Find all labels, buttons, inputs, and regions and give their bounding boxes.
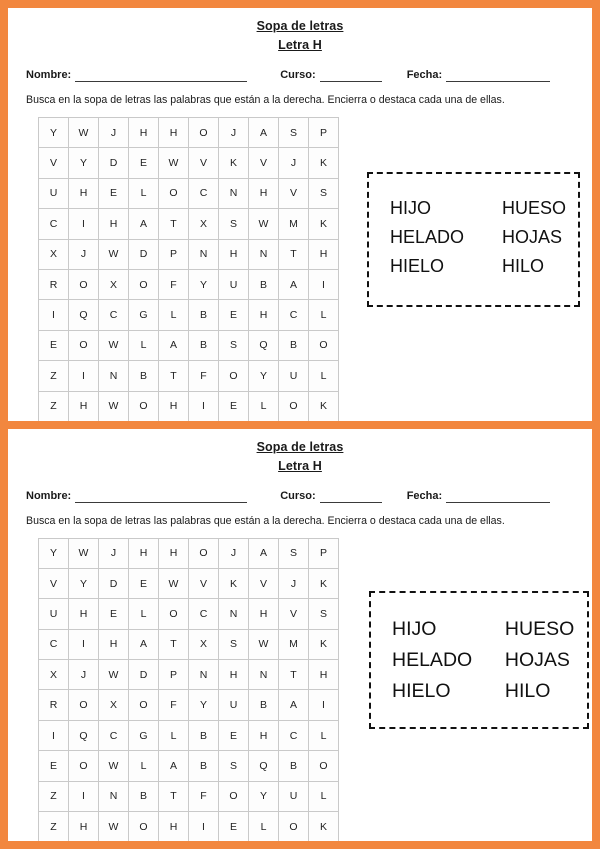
letter-cell[interactable]: O bbox=[69, 330, 99, 360]
letter-cell[interactable]: Q bbox=[249, 330, 279, 360]
letter-cell[interactable]: E bbox=[99, 178, 129, 208]
letter-cell[interactable]: B bbox=[189, 751, 219, 781]
letter-cell[interactable]: L bbox=[159, 300, 189, 330]
letter-cell[interactable]: B bbox=[129, 781, 159, 811]
letter-grid-row bbox=[39, 599, 339, 629]
letter-cell[interactable]: B bbox=[279, 751, 309, 781]
letter-cell[interactable]: S bbox=[219, 629, 249, 659]
letter-cell[interactable]: N bbox=[99, 781, 129, 811]
letter-cell[interactable]: L bbox=[309, 720, 339, 750]
letter-cell[interactable]: T bbox=[159, 209, 189, 239]
letter-cell[interactable]: B bbox=[249, 690, 279, 720]
letter-cell[interactable]: I bbox=[189, 391, 219, 420]
letter-cell[interactable]: G bbox=[129, 720, 159, 750]
letter-cell[interactable]: K bbox=[309, 812, 339, 841]
letter-cell[interactable]: H bbox=[159, 812, 189, 841]
nombre-field[interactable] bbox=[26, 489, 247, 503]
letter-cell[interactable]: J bbox=[279, 568, 309, 598]
letter-cell[interactable]: X bbox=[99, 690, 129, 720]
nombre-label: Nombre: bbox=[26, 489, 72, 502]
student-fields-row-1 bbox=[8, 55, 592, 82]
curso-input-line[interactable] bbox=[320, 490, 382, 503]
letter-cell[interactable]: E bbox=[129, 148, 159, 178]
letter-cell[interactable]: E bbox=[219, 812, 249, 841]
letter-cell[interactable]: B bbox=[279, 330, 309, 360]
letter-cell[interactable]: H bbox=[159, 538, 189, 568]
letter-cell[interactable]: W bbox=[249, 629, 279, 659]
wordlist-word: HIELO bbox=[392, 679, 451, 702]
letter-cell[interactable]: H bbox=[249, 599, 279, 629]
fecha-field[interactable] bbox=[407, 68, 550, 82]
letter-cell[interactable]: S bbox=[279, 538, 309, 568]
nombre-label: Nombre: bbox=[26, 69, 72, 81]
letter-cell[interactable]: Y bbox=[189, 269, 219, 299]
wordlist-word: HIJO bbox=[390, 198, 432, 218]
letter-cell[interactable]: Y bbox=[39, 118, 69, 148]
letter-cell[interactable]: K bbox=[309, 209, 339, 239]
wordlist-word: HILO bbox=[502, 256, 545, 276]
letter-cell[interactable]: V bbox=[39, 568, 69, 598]
letter-cell[interactable]: T bbox=[159, 781, 189, 811]
letter-cell[interactable]: P bbox=[159, 660, 189, 690]
letter-cell[interactable]: E bbox=[39, 330, 69, 360]
letter-cell[interactable]: W bbox=[99, 391, 129, 420]
letter-cell[interactable]: H bbox=[99, 629, 129, 659]
letter-cell[interactable]: B bbox=[189, 720, 219, 750]
letter-cell[interactable]: C bbox=[39, 629, 69, 659]
fecha-input-line[interactable] bbox=[446, 490, 550, 503]
letter-grid-row bbox=[39, 239, 339, 269]
letter-cell[interactable]: V bbox=[279, 599, 309, 629]
letter-cell[interactable]: U bbox=[279, 361, 309, 391]
letter-cell[interactable]: L bbox=[129, 751, 159, 781]
letter-cell[interactable]: N bbox=[249, 239, 279, 269]
letter-cell[interactable]: N bbox=[189, 239, 219, 269]
letter-cell[interactable]: M bbox=[279, 629, 309, 659]
letter-cell[interactable]: J bbox=[99, 538, 129, 568]
letter-cell[interactable]: A bbox=[279, 269, 309, 299]
letter-cell[interactable]: K bbox=[309, 148, 339, 178]
worksheet-body-2 bbox=[8, 528, 592, 842]
letter-cell[interactable]: N bbox=[249, 660, 279, 690]
letter-cell[interactable]: U bbox=[39, 599, 69, 629]
student-fields-row-2 bbox=[8, 476, 592, 503]
letter-cell[interactable]: J bbox=[279, 148, 309, 178]
letter-cell[interactable]: T bbox=[279, 660, 309, 690]
letter-cell[interactable]: J bbox=[219, 538, 249, 568]
letter-cell[interactable]: D bbox=[99, 148, 129, 178]
letter-grid-row bbox=[39, 568, 339, 598]
letter-cell[interactable]: S bbox=[219, 209, 249, 239]
letter-cell[interactable]: W bbox=[99, 239, 129, 269]
letter-grid-row bbox=[39, 148, 339, 178]
letter-cell[interactable]: D bbox=[99, 568, 129, 598]
letter-cell[interactable]: I bbox=[309, 690, 339, 720]
letter-cell[interactable]: K bbox=[309, 391, 339, 420]
letter-cell[interactable]: S bbox=[219, 751, 249, 781]
wordlist-word: HIELO bbox=[390, 256, 445, 276]
letter-cell[interactable]: R bbox=[39, 690, 69, 720]
letter-cell[interactable]: M bbox=[279, 209, 309, 239]
letter-cell[interactable]: E bbox=[219, 720, 249, 750]
letter-cell[interactable]: X bbox=[39, 239, 69, 269]
curso-input-line[interactable] bbox=[320, 69, 382, 82]
letter-cell[interactable]: O bbox=[159, 599, 189, 629]
letter-cell[interactable]: E bbox=[219, 391, 249, 420]
letter-cell[interactable]: C bbox=[279, 300, 309, 330]
letter-cell[interactable]: W bbox=[159, 148, 189, 178]
letter-grid-row bbox=[39, 660, 339, 690]
curso-field[interactable] bbox=[280, 489, 381, 503]
letter-cell[interactable]: H bbox=[219, 239, 249, 269]
letter-cell[interactable]: Z bbox=[39, 812, 69, 841]
letter-cell[interactable]: Z bbox=[39, 781, 69, 811]
instructions-text: Busca en la sopa de letras las palabras que están a la derecha. Encierra o destaca cada una de ellas. bbox=[26, 94, 505, 106]
letter-cell[interactable]: K bbox=[309, 629, 339, 659]
letter-cell[interactable]: I bbox=[69, 781, 99, 811]
letter-cell[interactable]: E bbox=[219, 300, 249, 330]
letter-cell[interactable]: Z bbox=[39, 391, 69, 420]
letter-cell[interactable]: A bbox=[249, 538, 279, 568]
letter-cell[interactable]: U bbox=[219, 269, 249, 299]
letter-cell[interactable]: G bbox=[129, 300, 159, 330]
letter-cell[interactable]: O bbox=[309, 751, 339, 781]
letter-cell[interactable]: I bbox=[189, 812, 219, 841]
letter-cell[interactable]: V bbox=[189, 568, 219, 598]
letter-cell[interactable]: O bbox=[129, 269, 159, 299]
letter-cell[interactable]: L bbox=[249, 391, 279, 420]
letter-grid-row bbox=[39, 720, 339, 750]
wordlist-word: HILO bbox=[504, 679, 551, 702]
letter-cell[interactable]: B bbox=[249, 269, 279, 299]
letter-grid-body bbox=[39, 118, 339, 421]
letter-cell[interactable]: H bbox=[129, 538, 159, 568]
letter-cell[interactable]: E bbox=[39, 751, 69, 781]
letter-cell[interactable]: I bbox=[69, 361, 99, 391]
letter-cell[interactable]: P bbox=[159, 239, 189, 269]
letter-cell[interactable]: H bbox=[309, 660, 339, 690]
letter-cell[interactable]: O bbox=[69, 690, 99, 720]
letter-cell[interactable]: T bbox=[159, 361, 189, 391]
worksheet-subtitle: Letra H bbox=[278, 458, 322, 473]
letter-cell[interactable]: W bbox=[159, 568, 189, 598]
letter-cell[interactable]: Y bbox=[69, 148, 99, 178]
letter-cell[interactable]: V bbox=[189, 148, 219, 178]
letter-cell[interactable]: B bbox=[189, 330, 219, 360]
letter-cell[interactable]: L bbox=[129, 330, 159, 360]
letter-cell[interactable]: O bbox=[69, 269, 99, 299]
nombre-field[interactable] bbox=[26, 68, 247, 82]
letter-cell[interactable]: O bbox=[189, 118, 219, 148]
letter-grid-row bbox=[39, 690, 339, 720]
letter-grid[interactable] bbox=[38, 538, 339, 842]
letter-cell[interactable]: V bbox=[279, 178, 309, 208]
letter-cell[interactable]: W bbox=[249, 209, 279, 239]
letter-cell[interactable]: N bbox=[99, 361, 129, 391]
letter-cell[interactable]: H bbox=[219, 660, 249, 690]
letter-cell[interactable]: R bbox=[39, 269, 69, 299]
letter-cell[interactable]: H bbox=[159, 391, 189, 420]
letter-cell[interactable]: N bbox=[219, 178, 249, 208]
wordlist-word: HELADO bbox=[390, 227, 465, 247]
letter-cell[interactable]: C bbox=[99, 720, 129, 750]
letter-cell[interactable]: I bbox=[69, 629, 99, 659]
letter-cell[interactable]: W bbox=[69, 538, 99, 568]
letter-cell[interactable]: J bbox=[219, 118, 249, 148]
letter-cell[interactable]: C bbox=[279, 720, 309, 750]
wordlist-area bbox=[339, 538, 589, 729]
letter-cell[interactable]: T bbox=[159, 629, 189, 659]
letter-cell[interactable]: F bbox=[159, 690, 189, 720]
nombre-input-line[interactable] bbox=[75, 490, 247, 503]
letter-cell[interactable]: I bbox=[309, 269, 339, 299]
worksheet-header-1 bbox=[8, 8, 592, 55]
letter-cell[interactable]: Y bbox=[249, 781, 279, 811]
letter-cell[interactable]: U bbox=[219, 690, 249, 720]
fecha-field[interactable] bbox=[407, 489, 550, 503]
worksheet-title: Sopa de letras bbox=[256, 439, 344, 454]
letter-cell[interactable]: X bbox=[189, 209, 219, 239]
letter-cell[interactable]: O bbox=[219, 361, 249, 391]
nombre-input-line[interactable] bbox=[75, 69, 247, 82]
letter-cell[interactable]: E bbox=[129, 568, 159, 598]
letter-cell[interactable]: J bbox=[69, 660, 99, 690]
letter-grid-row bbox=[39, 178, 339, 208]
letter-cell[interactable]: F bbox=[189, 781, 219, 811]
letter-cell[interactable]: X bbox=[39, 660, 69, 690]
letter-grid-body bbox=[39, 538, 339, 841]
letter-cell[interactable]: H bbox=[69, 812, 99, 841]
letter-grid-row bbox=[39, 209, 339, 239]
letter-grid-row bbox=[39, 538, 339, 568]
letter-cell[interactable]: L bbox=[129, 599, 159, 629]
letter-cell[interactable]: A bbox=[249, 118, 279, 148]
letter-cell[interactable]: U bbox=[279, 781, 309, 811]
letter-cell[interactable]: W bbox=[99, 330, 129, 360]
letter-cell[interactable]: H bbox=[129, 118, 159, 148]
letter-cell[interactable]: Q bbox=[69, 720, 99, 750]
letter-cell[interactable]: D bbox=[129, 239, 159, 269]
letter-cell[interactable]: L bbox=[129, 178, 159, 208]
letter-cell[interactable]: U bbox=[39, 178, 69, 208]
letter-cell[interactable]: A bbox=[159, 751, 189, 781]
letter-cell[interactable]: J bbox=[99, 118, 129, 148]
curso-label: Curso: bbox=[280, 69, 316, 81]
letter-grid-row bbox=[39, 812, 339, 841]
worksheet-subtitle: Letra H bbox=[278, 38, 322, 52]
wordlist-box bbox=[367, 172, 580, 307]
letter-cell[interactable]: H bbox=[99, 209, 129, 239]
letter-cell[interactable]: O bbox=[129, 812, 159, 841]
letter-cell[interactable]: O bbox=[279, 391, 309, 420]
letter-cell[interactable]: L bbox=[309, 300, 339, 330]
letter-cell[interactable]: O bbox=[159, 178, 189, 208]
letter-cell[interactable]: V bbox=[249, 568, 279, 598]
letter-cell[interactable]: Y bbox=[189, 690, 219, 720]
curso-field[interactable] bbox=[280, 68, 381, 82]
letter-cell[interactable]: B bbox=[129, 361, 159, 391]
wordlist-area bbox=[339, 117, 580, 307]
letter-cell[interactable]: T bbox=[279, 239, 309, 269]
letter-grid-row bbox=[39, 391, 339, 420]
letter-cell[interactable]: F bbox=[189, 361, 219, 391]
worksheet-panel-1 bbox=[8, 8, 592, 421]
letter-cell[interactable]: O bbox=[129, 391, 159, 420]
wordlist-word: HELADO bbox=[392, 648, 473, 671]
letter-cell[interactable]: S bbox=[279, 118, 309, 148]
letter-grid-row bbox=[39, 629, 339, 659]
letter-cell[interactable]: L bbox=[159, 720, 189, 750]
letter-cell[interactable]: K bbox=[309, 568, 339, 598]
letter-cell[interactable]: H bbox=[69, 391, 99, 420]
letter-cell[interactable]: C bbox=[189, 599, 219, 629]
letter-cell[interactable]: A bbox=[129, 209, 159, 239]
letter-cell[interactable]: S bbox=[219, 330, 249, 360]
letter-cell[interactable]: A bbox=[279, 690, 309, 720]
wordlist-word: HUESO bbox=[504, 617, 575, 640]
letter-cell[interactable]: X bbox=[189, 629, 219, 659]
letter-cell[interactable]: P bbox=[309, 118, 339, 148]
letter-cell[interactable]: W bbox=[69, 118, 99, 148]
letter-cell[interactable]: C bbox=[189, 178, 219, 208]
letter-cell[interactable]: Q bbox=[69, 300, 99, 330]
letter-cell[interactable]: W bbox=[99, 660, 129, 690]
letter-cell[interactable]: C bbox=[39, 209, 69, 239]
worksheet-header-2 bbox=[8, 429, 592, 476]
letter-cell[interactable]: I bbox=[39, 300, 69, 330]
letter-cell[interactable]: H bbox=[249, 720, 279, 750]
letter-cell[interactable]: L bbox=[309, 781, 339, 811]
letter-cell[interactable]: K bbox=[219, 568, 249, 598]
letter-cell[interactable]: Q bbox=[249, 751, 279, 781]
letter-grid-row bbox=[39, 330, 339, 360]
letter-cell[interactable]: W bbox=[99, 812, 129, 841]
letter-cell[interactable]: N bbox=[189, 660, 219, 690]
letter-cell[interactable]: H bbox=[249, 300, 279, 330]
letter-cell[interactable]: Y bbox=[69, 568, 99, 598]
fecha-label: Fecha: bbox=[406, 489, 443, 502]
wordlist-box bbox=[369, 591, 589, 729]
instructions-text: Busca en la sopa de letras las palabras que están a la derecha. Encierra o destaca cada una de ellas. bbox=[26, 514, 505, 527]
letter-cell[interactable]: E bbox=[99, 599, 129, 629]
letter-cell[interactable]: C bbox=[99, 300, 129, 330]
letter-cell[interactable]: H bbox=[159, 118, 189, 148]
letter-cell[interactable]: J bbox=[69, 239, 99, 269]
letter-grid-row bbox=[39, 751, 339, 781]
letter-grid[interactable] bbox=[38, 117, 339, 421]
letter-cell[interactable]: V bbox=[39, 148, 69, 178]
letter-cell[interactable]: O bbox=[69, 751, 99, 781]
letter-cell[interactable]: I bbox=[39, 720, 69, 750]
letter-cell[interactable]: B bbox=[189, 300, 219, 330]
letter-grid-row bbox=[39, 300, 339, 330]
worksheet-panel-2 bbox=[8, 429, 592, 842]
curso-label: Curso: bbox=[280, 489, 316, 502]
letter-cell[interactable]: S bbox=[309, 178, 339, 208]
letter-cell[interactable]: Z bbox=[39, 361, 69, 391]
letter-cell[interactable]: K bbox=[219, 148, 249, 178]
letter-cell[interactable]: Y bbox=[39, 538, 69, 568]
letter-cell[interactable]: V bbox=[249, 148, 279, 178]
letter-cell[interactable]: L bbox=[249, 812, 279, 841]
letter-cell[interactable]: D bbox=[129, 660, 159, 690]
letter-cell[interactable]: W bbox=[99, 751, 129, 781]
letter-cell[interactable]: H bbox=[309, 239, 339, 269]
wordlist-word: HOJAS bbox=[502, 227, 563, 247]
letter-grid-row bbox=[39, 118, 339, 148]
letter-cell[interactable]: O bbox=[279, 812, 309, 841]
worksheet-title: Sopa de letras bbox=[256, 19, 344, 33]
letter-cell[interactable]: O bbox=[129, 690, 159, 720]
letter-cell[interactable]: P bbox=[309, 538, 339, 568]
letter-cell[interactable]: I bbox=[69, 209, 99, 239]
letter-cell[interactable]: O bbox=[309, 330, 339, 360]
letter-cell[interactable]: S bbox=[309, 599, 339, 629]
letter-grid-row bbox=[39, 781, 339, 811]
letter-cell[interactable]: Y bbox=[249, 361, 279, 391]
letter-cell[interactable]: A bbox=[129, 629, 159, 659]
letter-grid-row bbox=[39, 361, 339, 391]
letter-grid-row bbox=[39, 269, 339, 299]
worksheet-body-1 bbox=[8, 107, 592, 421]
letter-cell[interactable]: O bbox=[219, 781, 249, 811]
letter-cell[interactable]: H bbox=[249, 178, 279, 208]
wordlist-word: HUESO bbox=[502, 198, 567, 218]
fecha-input-line[interactable] bbox=[446, 69, 550, 82]
letter-cell[interactable]: H bbox=[69, 599, 99, 629]
letter-cell[interactable]: L bbox=[309, 361, 339, 391]
letter-cell[interactable]: O bbox=[189, 538, 219, 568]
wordlist-word: HIJO bbox=[392, 617, 437, 640]
letter-cell[interactable]: H bbox=[69, 178, 99, 208]
letter-cell[interactable]: F bbox=[159, 269, 189, 299]
fecha-label: Fecha: bbox=[406, 69, 443, 81]
letter-cell[interactable]: N bbox=[219, 599, 249, 629]
wordlist-word: HOJAS bbox=[504, 648, 570, 671]
letter-cell[interactable]: A bbox=[159, 330, 189, 360]
letter-cell[interactable]: X bbox=[99, 269, 129, 299]
